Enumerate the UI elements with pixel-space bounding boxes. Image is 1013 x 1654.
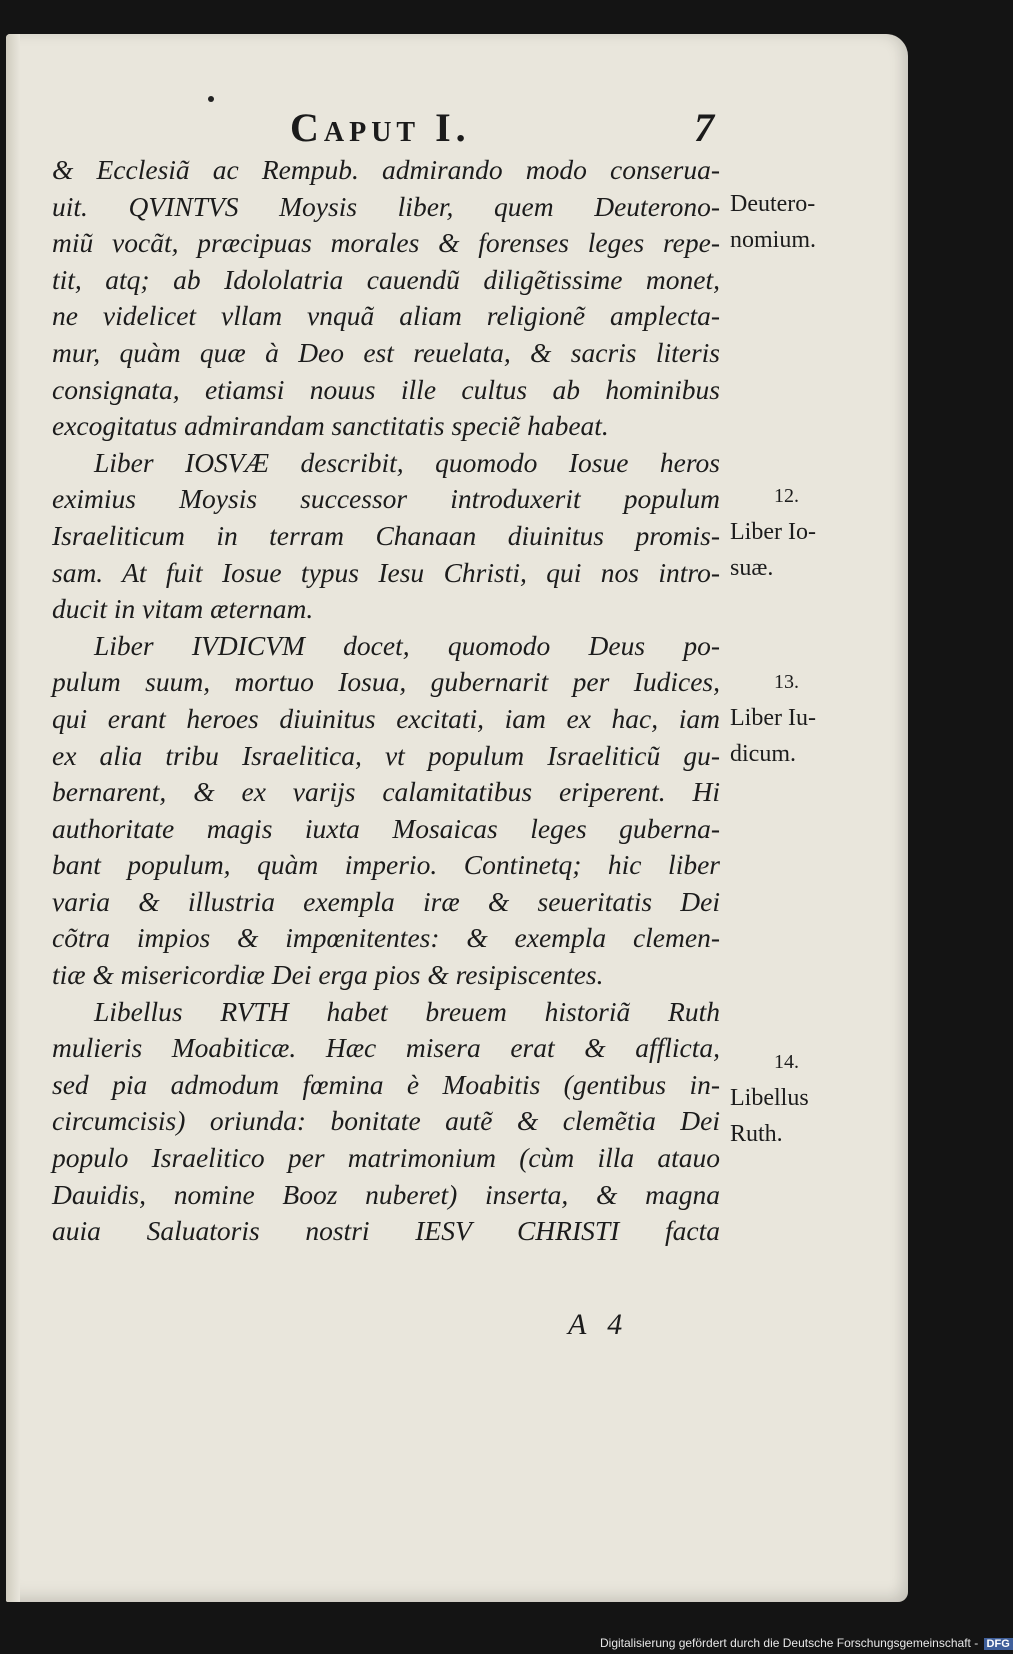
text-line: auia Saluatoris nostri IESV CHRISTI facta: [52, 1215, 720, 1247]
marginal-note-line: Liber Iu-: [730, 705, 816, 731]
text-line: sam. At fuit Iosue typus Iesu Christi, qui nos intro-: [52, 556, 720, 588]
dfg-logo: DFG: [984, 1638, 1013, 1650]
marginal-note-deuteronomium: [730, 186, 816, 258]
text-line: cõtra impios & impœnitentes: & exempla clemen-: [52, 922, 720, 954]
text-line: varia & illustria exempla iræ & seueritatis Dei: [52, 885, 720, 917]
text-line: Liber IVDICVM docet, quomodo Deus po-: [94, 629, 720, 661]
text-line: authoritate magis iuxta Mosaicas leges guberna-: [52, 812, 720, 844]
digitization-credit: [600, 1636, 1013, 1650]
text-line: qui erant heroes diuinitus excitati, iam ex hac, iam: [52, 702, 720, 734]
text-line: tiæ & misericordiæ Dei erga pios & resipiscentes.: [52, 959, 604, 991]
marginal-note-line: Liber Io-: [730, 519, 816, 545]
marginal-note-line: suæ.: [730, 555, 774, 581]
marginal-note-line: Libellus: [730, 1085, 809, 1111]
marginal-note-line: dicum.: [730, 741, 796, 767]
page-number: 7: [694, 105, 714, 150]
text-line: ex alia tribu Israelitica, vt populum Israeliticũ gu-: [52, 739, 720, 771]
text-line: sed pia admodum fœmina è Moabitis (gentibus in-: [52, 1068, 720, 1100]
text-line: Israeliticum in terram Chanaan diuinitus promis-: [52, 519, 720, 551]
text-line: Liber IOSVÆ describit, quomodo Iosue heros: [94, 446, 720, 478]
main-text-block: [52, 152, 720, 1250]
marginal-number: 14.: [774, 1051, 799, 1073]
text-line: bant populum, quàm imperio. Continetq; hic liber: [52, 849, 720, 881]
text-line: Libellus RVTH habet breuem historiã Ruth: [94, 995, 720, 1027]
text-line: consignata, etiamsi nouus ille cultus ab hominibus: [52, 373, 720, 405]
text-line: bernarent, & ex varijs calamitatibus eriperent. Hi: [52, 776, 720, 808]
text-line: tit, atq; ab Idololatria cauendũ diligẽtissime monet,: [52, 263, 720, 295]
text-line: mur, quàm quæ à Deo est reuelata, & sacris literis: [52, 336, 720, 368]
text-line: ne videlicet vllam vnquã aliam religionẽ amplecta-: [52, 300, 720, 332]
running-head: Caput I.: [290, 105, 471, 150]
text-line: miũ vocãt, præcipuas morales & forenses leges repe-: [52, 227, 720, 259]
marginal-note-line: Ruth.: [730, 1121, 783, 1147]
marginal-note-iudicum: [730, 664, 816, 772]
marginal-note-line: nomium.: [730, 227, 817, 253]
text-line: populo Israelitico per matrimonium (cùm illa atauo: [52, 1142, 720, 1174]
marginal-note-ruth: [730, 1044, 809, 1152]
page-spine-shadow: [6, 34, 20, 1602]
ink-dot: [208, 96, 214, 102]
marginal-note-josue: [730, 478, 816, 586]
marginal-note-line: Deutero-: [730, 191, 816, 217]
text-line: eximius Moysis successor introduxerit populum: [52, 483, 720, 515]
text-line: ducit in vitam æternam.: [52, 593, 314, 625]
marginal-number: 13.: [774, 671, 799, 693]
text-line: circumcisis) oriunda: bonitate autẽ & clemẽtia Dei: [52, 1105, 720, 1137]
text-line: uit. QVINTVS Moysis liber, quem Deuterono-: [52, 190, 720, 222]
text-line: excogitatus admirandam sanctitatis speciẽ habeat.: [52, 410, 609, 442]
text-line: mulieris Moabiticæ. Hæc misera erat & afflicta,: [52, 1032, 720, 1064]
signature-mark: A 4: [568, 1308, 623, 1341]
text-line: Dauidis, nomine Booz nuberet) inserta, & magna: [52, 1178, 720, 1210]
text-line: & Ecclesiã ac Rempub. admirando modo conserua-: [52, 154, 720, 185]
text-line: pulum suum, mortuo Iosua, gubernarit per Iudices,: [52, 666, 720, 698]
credit-text: Digitalisierung gefördert durch die Deutsche Forschungsgemeinschaft -: [600, 1636, 979, 1650]
marginal-number: 12.: [774, 485, 799, 507]
